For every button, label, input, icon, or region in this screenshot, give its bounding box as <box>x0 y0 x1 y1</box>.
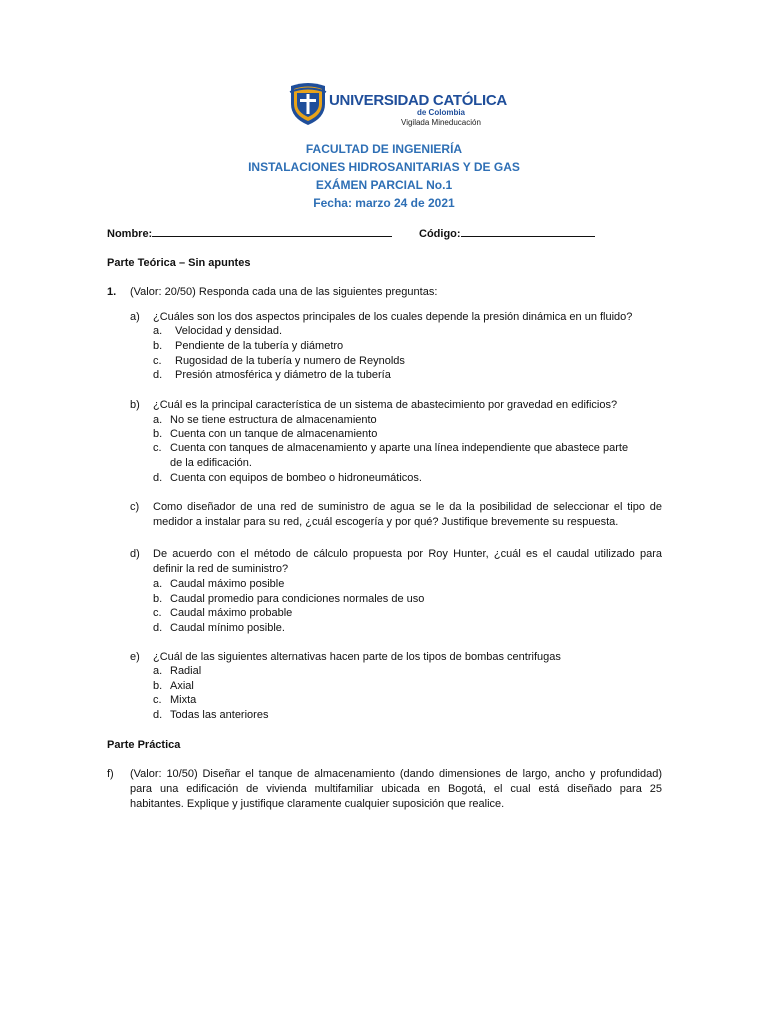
question-a-text: ¿Cuáles son los dos aspectos principales de los cuales depende la presión dinámica en un fluido? <box>153 311 633 323</box>
question-e-label: e) <box>130 651 140 663</box>
option-letter: a. <box>153 325 163 337</box>
option-letter: b. <box>153 680 163 692</box>
question-b-text: ¿Cuál es la principal característica de un sistema de abastecimiento por gravedad en edificios? <box>153 399 618 411</box>
question-1-text: (Valor: 20/50) Responda cada una de las siguientes preguntas: <box>130 286 438 298</box>
option-letter: d. <box>153 472 163 484</box>
section-practice-title: Parte Práctica <box>107 739 181 751</box>
option-text: Axial <box>170 680 194 692</box>
option-letter: c. <box>153 442 162 454</box>
option-letter: c. <box>153 355 162 367</box>
exam-date: Fecha: marzo 24 de 2021 <box>313 196 455 210</box>
option-text: Caudal máximo probable <box>170 607 293 619</box>
option-text: Presión atmosférica y diámetro de la tubería <box>175 369 391 381</box>
nombre-blank[interactable] <box>152 226 392 237</box>
option-letter: c. <box>153 607 162 619</box>
option-letter: b. <box>153 340 163 352</box>
nombre-field <box>107 226 392 242</box>
exam-header <box>0 140 768 212</box>
option-text: Caudal promedio para condiciones normales de uso <box>170 593 425 605</box>
option-text-continued: de la edificación. <box>170 457 252 469</box>
codigo-blank[interactable] <box>461 226 595 237</box>
question-f-line3: habitantes. Explique y justifique claramente cualquier suposición que realice. <box>130 798 505 810</box>
question-c-label: c) <box>130 501 140 513</box>
question-1-number: 1. <box>107 286 117 298</box>
option-letter: b. <box>153 593 163 605</box>
exam-title: EXÁMEN PARCIAL No.1 <box>315 178 453 192</box>
section-theory-title: Parte Teórica – Sin apuntes <box>107 257 251 269</box>
option-text: Caudal máximo posible <box>170 578 285 590</box>
option-letter: d. <box>153 369 163 381</box>
question-f-line1: (Valor: 10/50) Diseñar el tanque de almacenamiento (dando dimensiones de largo, ancho y profundidad) <box>130 768 662 780</box>
codigo-label: Código: <box>419 228 461 240</box>
nombre-label: Nombre: <box>107 228 153 240</box>
option-text: Mixta <box>170 694 197 706</box>
option-text: Caudal mínimo posible. <box>170 622 285 634</box>
logo-tagline: Vigilada Mineducación <box>401 118 481 127</box>
option-text: Cuenta con un tanque de almacenamiento <box>170 428 378 440</box>
university-logo <box>289 80 507 132</box>
faculty-title: FACULTAD DE INGENIERÍA <box>305 142 463 156</box>
logo-university-name: UNIVERSIDAD CATÓLICA <box>329 92 507 109</box>
option-letter: d. <box>153 622 163 634</box>
option-letter: c. <box>153 694 162 706</box>
option-text: Pendiente de la tubería y diámetro <box>175 340 344 352</box>
question-d-line1: De acuerdo con el método de cálculo propuesta por Roy Hunter, ¿cuál es el caudal utilizado para <box>153 548 662 560</box>
question-a-label: a) <box>130 311 140 323</box>
question-d-label: d) <box>130 548 140 560</box>
option-text: Radial <box>170 665 202 677</box>
option-text: Rugosidad de la tubería y numero de Reynolds <box>175 355 405 367</box>
option-text: Cuenta con equipos de bombeo o hidroneumáticos. <box>170 472 422 484</box>
option-text: Cuenta con tanques de almacenamiento y aparte una línea independiente que abastece parte <box>170 442 629 454</box>
logo-subtitle: de Colombia <box>417 108 466 117</box>
shield-icon <box>289 80 327 126</box>
option-letter: d. <box>153 709 163 721</box>
option-letter: a. <box>153 414 163 426</box>
question-f-line2: para una edificación de vivienda multifamiliar ubicada en Bogotá, el cual está diseñado para 25 <box>130 783 662 795</box>
option-text: Todas las anteriores <box>170 709 269 721</box>
option-text: Velocidad y densidad. <box>175 325 283 337</box>
question-c-line2: medidor a instalar para su red, ¿cuál escogería y por qué? Justifique brevemente su respuesta. <box>153 516 619 528</box>
question-f-label: f) <box>107 768 114 780</box>
question-b-label: b) <box>130 399 140 411</box>
question-c-line1: Como diseñador de una red de suministro de agua se le da la posibilidad de seleccionar el tipo de <box>153 501 662 513</box>
question-e-text: ¿Cuál de las siguientes alternativas hacen parte de los tipos de bombas centrifugas <box>153 651 561 663</box>
option-letter: a. <box>153 665 163 677</box>
option-letter: b. <box>153 428 163 440</box>
course-title: INSTALACIONES HIDROSANITARIAS Y DE GAS <box>248 160 520 174</box>
option-letter: a. <box>153 578 163 590</box>
question-d-line2: definir la red de suministro? <box>153 563 289 575</box>
option-text: No se tiene estructura de almacenamiento <box>170 414 377 426</box>
codigo-field <box>419 226 595 242</box>
